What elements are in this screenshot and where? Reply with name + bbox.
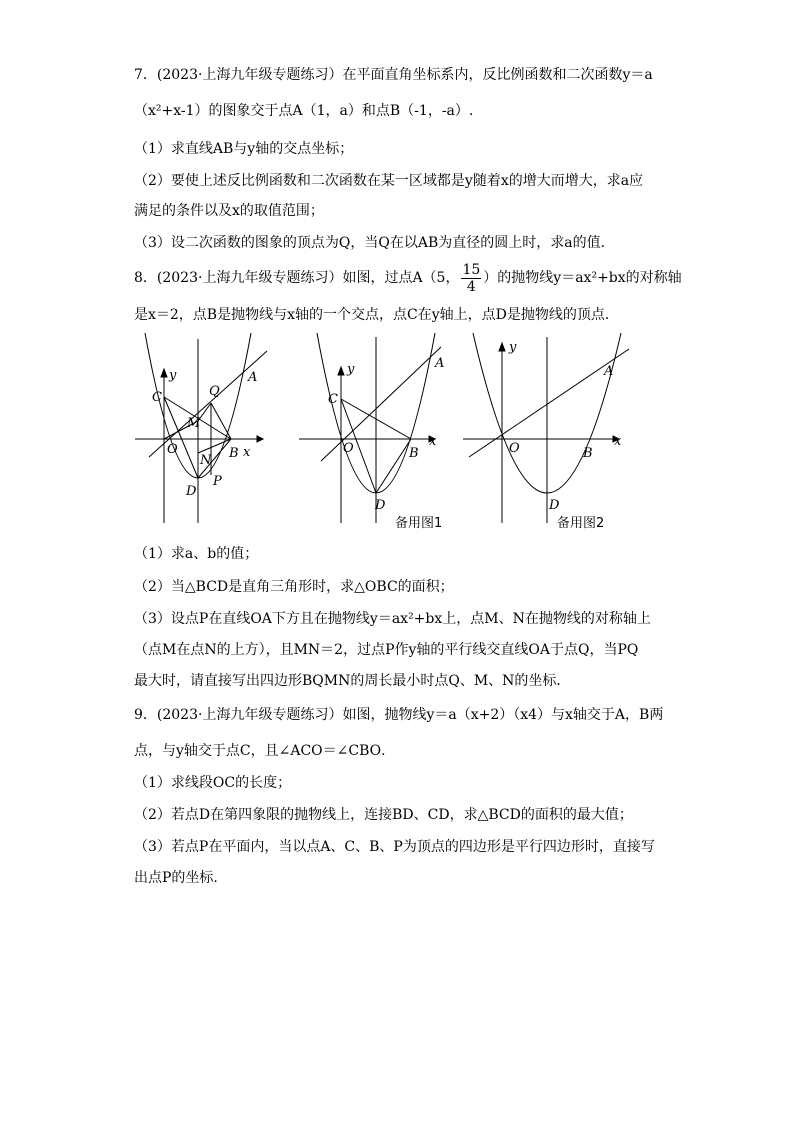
q7-line1: 7．(2023·上海九年级专题练习）在平面直角坐标系内，反比例函数和二次函数y＝a xyxy=(134,67,653,83)
q8-line1-post: ）的抛物线y＝ax²+bx的对称轴 xyxy=(483,270,682,286)
label-A: A xyxy=(435,356,445,371)
q9-part2: （2）若点D在第四象限的抛物线上，连接BD、CD，求△BCD的面积的最大值； xyxy=(134,807,633,823)
q8-line1-pre: 8．(2023·上海九年级专题练习）如图，过点A（5， xyxy=(134,270,460,286)
label-O: O xyxy=(509,441,520,456)
y-axis-arrow xyxy=(161,369,167,377)
y-axis-arrow xyxy=(338,367,344,375)
label-B: B xyxy=(229,446,239,461)
q9-line2: 点，与y轴交于点C，且∠ACO＝∠CBO． xyxy=(134,743,396,759)
q8-figure-backup1 xyxy=(291,333,451,533)
q7-line2: （x²+x-1）的图象交于点A（1，a）和点B（-1，-a）. xyxy=(134,103,474,119)
caption-backup2: 备用图2 xyxy=(557,516,605,531)
q8-part3c: 最大时，请直接写出四边形BQMN的周长最小时点Q、M、N的坐标． xyxy=(134,673,571,689)
q8-part3b: （点M在点N的上方），且MN＝2，过点P作y轴的平行线交直线OA于点Q，当PQ xyxy=(134,642,639,658)
label-N: N xyxy=(200,453,212,468)
x-axis-arrow xyxy=(257,436,263,442)
label-Q: Q xyxy=(209,384,220,399)
label-D: D xyxy=(375,498,386,513)
q9-part3a: （3）若点P在平面内，当以点A、C、B、P为顶点的四边形是平行四边形时，直接写 xyxy=(134,839,655,855)
q8-frac-den: 4 xyxy=(466,278,476,295)
q9-part1: （1）求线段OC的长度； xyxy=(134,775,292,791)
label-y: y xyxy=(509,340,517,355)
label-P: P xyxy=(213,474,222,489)
label-x: x xyxy=(243,445,251,460)
label-B: B xyxy=(583,446,593,461)
label-B: B xyxy=(409,446,419,461)
label-A: A xyxy=(604,364,614,379)
label-A: A xyxy=(248,370,258,385)
q8-fraction xyxy=(461,262,481,295)
segment-QB xyxy=(211,403,231,439)
label-y: y xyxy=(347,362,355,377)
label-O: O xyxy=(343,441,354,456)
q8-part1: （1）求a、b的值； xyxy=(134,546,259,562)
q7-part1: （1）求直线AB与y轴的交点坐标； xyxy=(134,141,354,157)
q8-figure-backup2 xyxy=(457,333,637,533)
q9-line1: 9．(2023·上海九年级专题练习）如图，抛物线y＝a（x+2）（x4）与x轴交于A，B两 xyxy=(134,707,664,723)
q7-part2b: 满足的条件以及x的取值范围； xyxy=(134,203,324,219)
label-y: y xyxy=(169,368,177,383)
segment-DB xyxy=(376,439,411,493)
label-D: D xyxy=(549,498,560,513)
q7-part3: （3）设二次函数的图象的顶点为Q，当Q在以AB为直径的圆上时，求a的值. xyxy=(134,235,606,251)
segment-CD xyxy=(164,397,198,478)
label-x: x xyxy=(614,434,622,449)
label-D: D xyxy=(186,484,197,499)
q8-figure-main xyxy=(125,333,285,533)
label-M: M xyxy=(187,416,201,431)
label-O: O xyxy=(167,442,178,457)
y-axis-arrow xyxy=(499,343,505,351)
q8-part2: （2）当△BCD是直角三角形时，求△OBC的面积； xyxy=(134,579,454,595)
q7-part2a: （2）要使上述反比例函数和二次函数在某一区域都是y随着x的增大而增大，求a应 xyxy=(134,173,644,189)
line-OA xyxy=(321,347,441,461)
label-x: x xyxy=(429,434,437,449)
q9-part3b: 出点P的坐标. xyxy=(134,870,218,886)
label-C: C xyxy=(152,390,162,405)
q8-line1 xyxy=(134,260,682,296)
caption-backup1: 备用图1 xyxy=(395,516,443,531)
q8-figures xyxy=(125,333,645,533)
q8-frac-num: 15 xyxy=(462,261,481,278)
label-C: C xyxy=(328,392,338,407)
q8-part3a: （3）设点P在直线OA下方且在抛物线y＝ax²+bx上，点M、N在抛物线的对称轴上 xyxy=(134,611,651,627)
segment-NB xyxy=(198,439,231,453)
q8-line2: 是x＝2，点B是抛物线与x轴的一个交点，点C在y轴上，点D是抛物线的顶点． xyxy=(134,307,619,323)
